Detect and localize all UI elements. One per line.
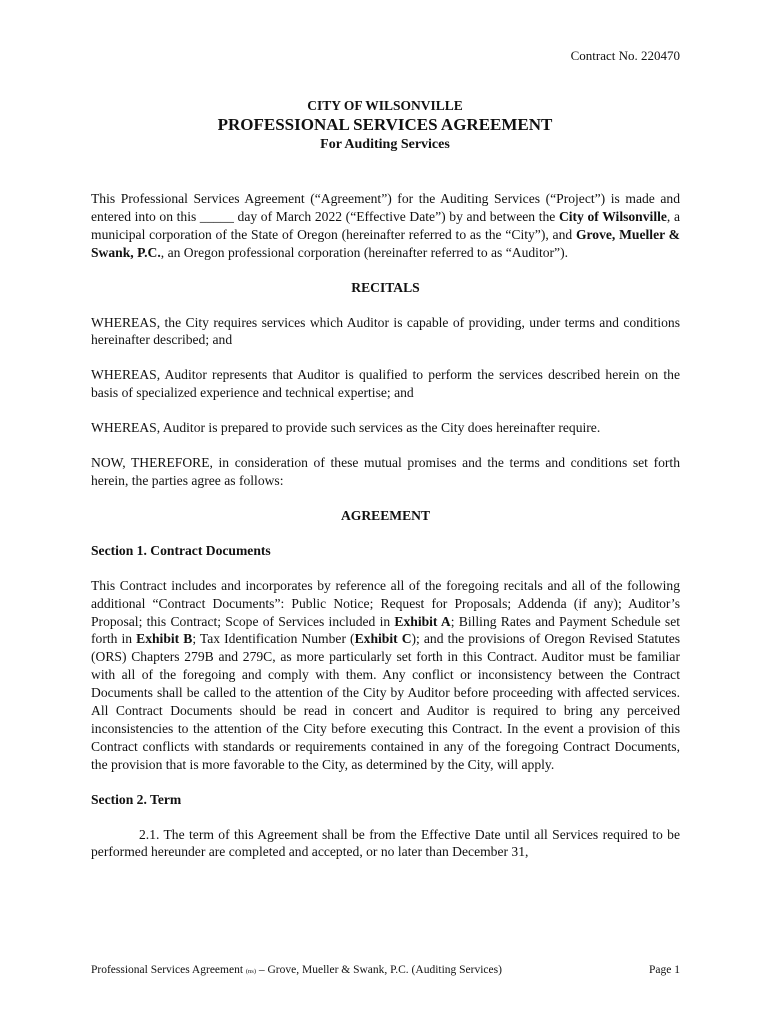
title-subtitle: For Auditing Services [320,137,450,152]
recital-paragraph: WHEREAS, Auditor represents that Auditor is qualified to perform the services described herein on the basis of specialized experience and technical expertise; and [91,367,680,401]
contract-number: Contract No. 220470 [570,48,680,63]
recital-paragraph: WHEREAS, Auditor is prepared to provide such services as the City does hereinafter require. [91,420,601,436]
section-1-heading: Section 1. Contract Documents [91,542,271,558]
recital-paragraph: NOW, THEREFORE, in consideration of these mutual promises and the terms and conditions set forth herein, the parties agree as follows: [91,455,680,488]
section-1-paragraph: This Contract includes and incorporates by reference all of the foregoing recitals and all of the following additional “Contract Documents”: Public Notice; Request for Proposals; Addenda (if any); Auditor’s Proposal; this Contract; Scope of Services included in Exhibit A; Billing Rates and Payment Schedule set forth in Exhibit B; Tax Identification Number (Exhibit C); and the provisions of Oregon Revised Statutes (ORS) Chapters 279B and 279C, as more particularly set forth in this Contract. Auditor must be familiar with all of the foregoing and comply with them. Any conflict or inconsistency between the Contract Documents shall be called to the attention of the City by Auditor before proceeding with affected services. All Contract Documents should be read in concert and Auditor is required to bring any perceived inconsistencies to the attention of the City before executing this Contract. In the event a provision of this Contract conflicts with standards or requirements contained in any of the foregoing Contract Documents, the provision that is more favorable to the City, as determined by the City, will apply. [91,577,681,772]
title-city: CITY OF WILSONVILLE [307,98,463,113]
recital-paragraph: WHEREAS, the City requires services which Auditor is capable of providing, under terms and conditions hereinafter described; and [91,314,680,348]
section-2-heading: Section 2. Term [91,791,182,807]
page-number: Page 1 [649,964,680,976]
agreement-heading: AGREEMENT [340,507,431,523]
footer-title: Professional Services Agreement (ns) – Grove, Mueller & Swank, P.C. (Auditing Services) [91,964,502,976]
title-agreement: PROFESSIONAL SERVICES AGREEMENT [217,115,553,134]
intro-paragraph: This Professional Services Agreement (“Agreement”) for the Auditing Services (“Project”) is made and entered into on this _____ day of March 2022 (“Effective Date”) by and between the City of Wilsonville, a municipal corporation of the State of Oregon (hereinafter referred to as the “City”), and Grove, Mueller & Swank, P.C., an Oregon professional corporation (hereinafter referred to as “Auditor”). [91,191,680,260]
section-2-paragraph: 2.1. The term of this Agreement shall be from the Effective Date until all Services required to be performed hereunder are completed and accepted, or no later than December 31, [91,826,680,860]
document-body [91,190,680,878]
recitals-heading: RECITALS [351,279,420,295]
page-footer [91,964,680,976]
